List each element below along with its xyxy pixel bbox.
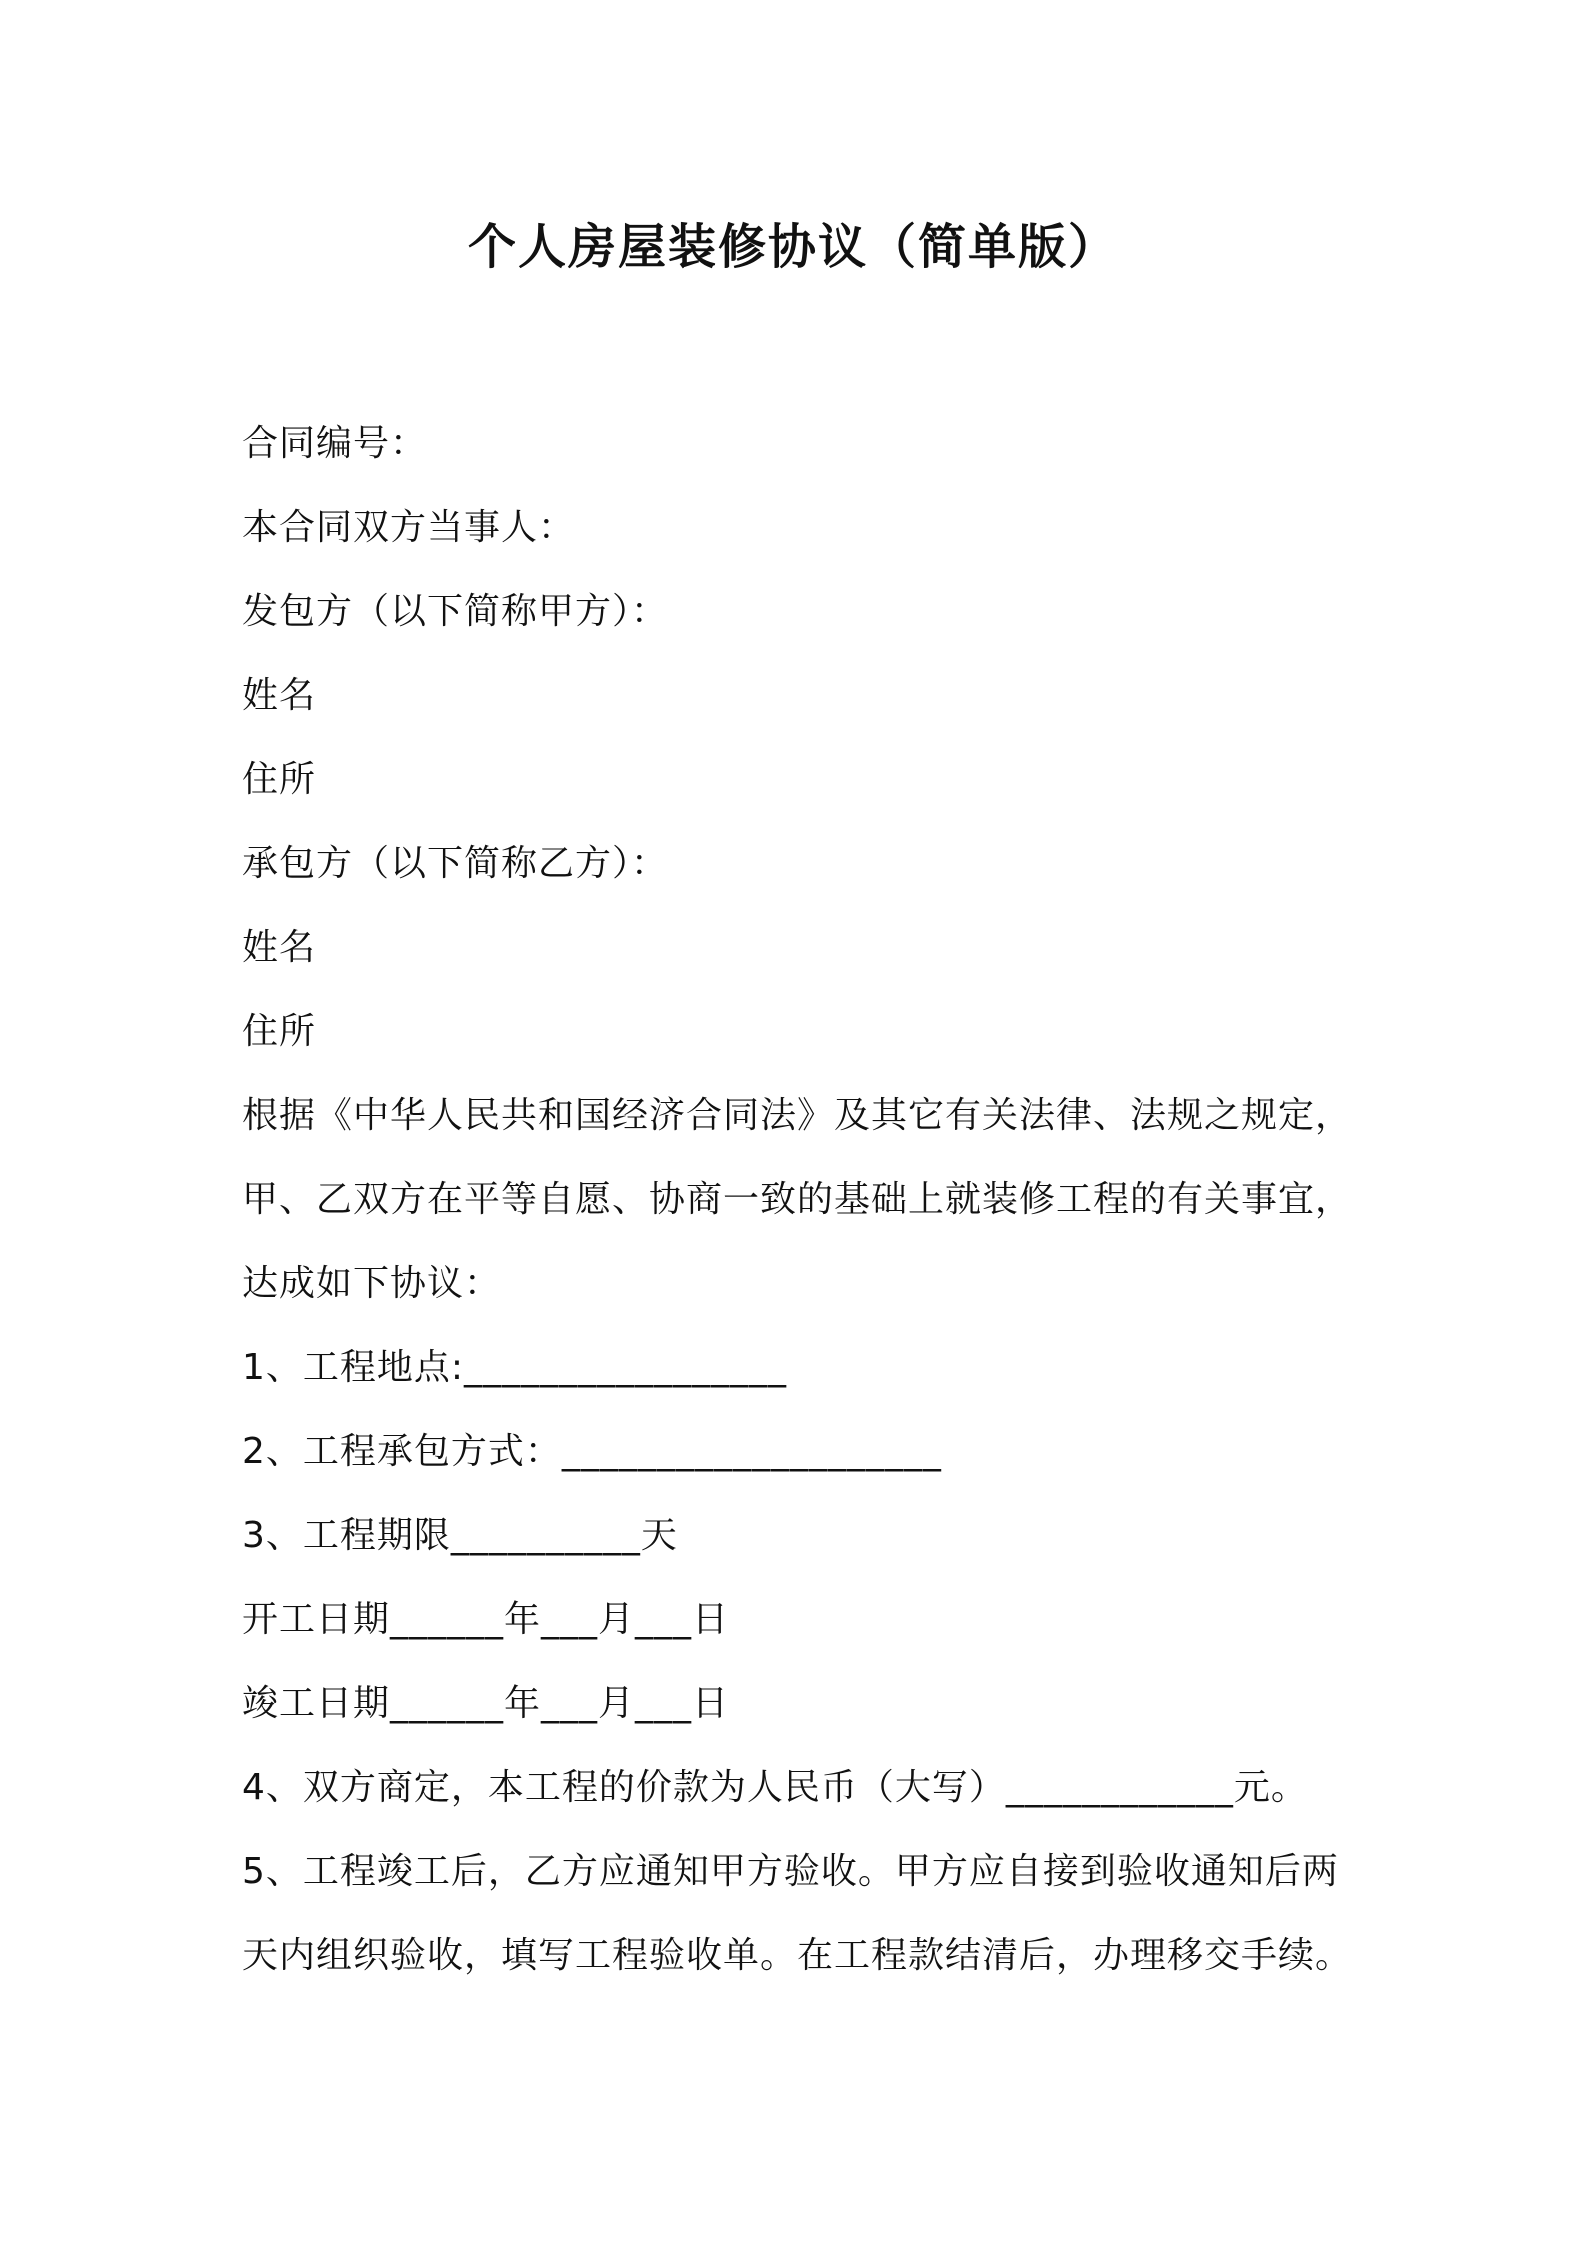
document-body <box>242 402 1362 1998</box>
clause-4-price-line: 4、双方商定，本工程的价款为人民币（大写）____________元。 <box>242 1767 1308 1808</box>
party-b-name-line: 姓名 <box>242 927 317 968</box>
party-b-heading-line: 承包方（以下简称乙方）： <box>242 843 669 884</box>
clause-5-line-1: 5、工程竣工后，乙方应通知甲方验收。甲方应自接到验收通知后两 <box>242 1851 1339 1892</box>
preamble-line-1: 根据《中华人民共和国经济合同法》及其它有关法律、法规之规定， <box>242 1095 1353 1136</box>
preamble-line-2: 甲、乙双方在平等自愿、协商一致的基础上就装修工程的有关事宜， <box>242 1179 1353 1220</box>
party-a-heading-line: 发包方（以下简称甲方）： <box>242 591 669 632</box>
party-a-name-line: 姓名 <box>242 675 317 716</box>
clause-3-period-line: 3、工程期限__________天 <box>242 1515 678 1556</box>
preamble-line-3: 达成如下协议： <box>242 1263 502 1304</box>
party-a-address-line: 住所 <box>242 759 317 800</box>
document-title: 个人房屋装修协议（简单版） <box>467 219 1118 275</box>
contract-number-line: 合同编号： <box>242 423 428 464</box>
clause-2-method-line: 2、工程承包方式：____________________ <box>242 1431 942 1472</box>
party-b-address-line: 住所 <box>242 1011 317 1052</box>
completion-date-line: 竣工日期______年___月___日 <box>242 1683 730 1724</box>
start-date-line: 开工日期______年___月___日 <box>242 1599 730 1640</box>
parties-heading-line: 本合同双方当事人： <box>242 507 576 548</box>
clause-5-line-2: 天内组织验收，填写工程验收单。在工程款结清后，办理移交手续。 <box>242 1935 1353 1976</box>
clause-1-location-line: 1、工程地点:_________________ <box>242 1347 788 1388</box>
